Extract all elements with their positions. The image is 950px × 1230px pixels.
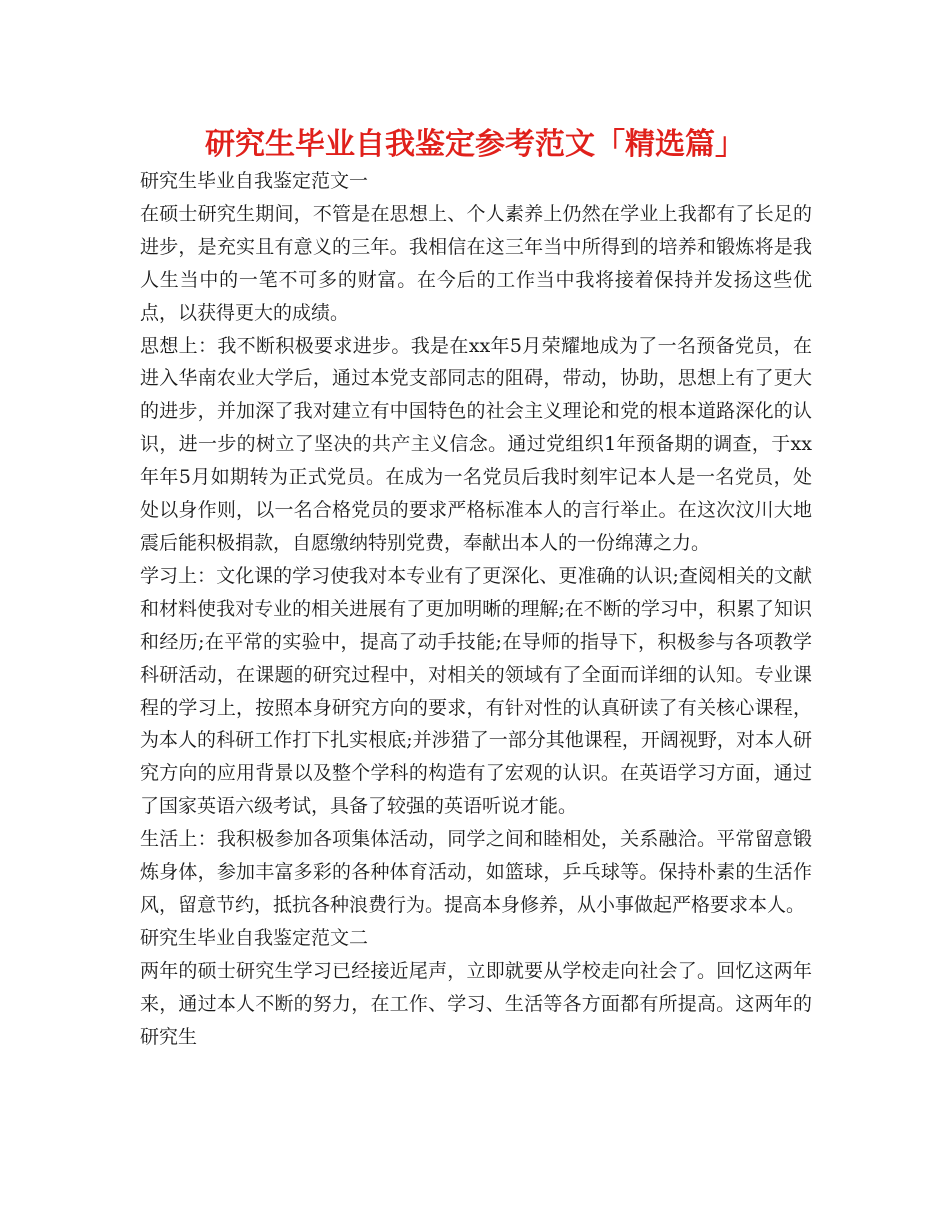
section-heading-1: 研究生毕业自我鉴定范文一 bbox=[140, 170, 369, 192]
paragraph-study: 学习上：文化课的学习使我对本专业有了更深化、更准确的认识;查阅相关的文献和材料使我对专业的相关进展有了更加明晰的理解;在不断的学习中，积累了知识和经历;在平常的实验中，提高了动手技能;在导师的指导下，积极参与各项教学科研活动，在课题的研究过程中，对相关的领域有了全面而详细的认知。专业课程的学习上，按照本身研究方向的要求，有针对性的认真研读了有关核心课程，为本人的科研工作打下扎实根底;并涉猎了一部分其他课程，开阔视野，对本人研究方向的应用背景以及整个学科的构造有了宏观的认识。在英语学习方面，通过了国家英语六级考试，具备了较强的英语听说才能。 bbox=[140, 564, 812, 818]
paragraph-second-intro: 两年的硕士研究生学习已经接近尾声，立即就要从学校走向社会了。回忆这两年来，通过本人不断的努力，在工作、学习、生活等各方面都有所提高。这两年的研究生 bbox=[140, 959, 812, 1048]
paragraph-ideology: 思想上：我不断积极要求进步。我是在xx年5月荣耀地成为了一名预备党员，在进入华南农业大学后，通过本党支部同志的阻碍，带动，协助，思想上有了更大的进步，并加深了我对建立有中国特色的社会主义理论和党的根本道路深化的认识，进一步的树立了坚决的共产主义信念。通过党组织1年预备期的调查，于xx年年5月如期转为正式党员。在成为一名党员后我时刻牢记本人是一名党员，处处以身作则，以一名合格党员的要求严格标准本人的言行举止。在这次汶川大地震后能积极捐款，自愿缴纳特别党费，奉献出本人的一份绵薄之力。 bbox=[140, 334, 812, 554]
document-title: 研究生毕业自我鉴定参考范文「精选篇」 bbox=[205, 127, 745, 162]
section-heading-2: 研究生毕业自我鉴定范文二 bbox=[140, 926, 369, 949]
document-body bbox=[140, 165, 812, 1053]
paragraph-life: 生活上：我积极参加各项集体活动，同学之间和睦相处，关系融洽。平常留意锻炼身体，参加丰富多彩的各种体育活动，如篮球，乒乓球等。保持朴素的生活作风，留意节约，抵抗各种浪费行为。提高本身修养，从小事做起严格要求本人。 bbox=[140, 828, 812, 916]
paragraph-intro: 在硕士研究生期间，不管是在思想上、个人素养上仍然在学业上我都有了长足的进步，是充实且有意义的三年。我相信在这三年当中所得到的培养和锻炼将是我人生当中的一笔不可多的财富。在今后的工作当中我将接着保持并发扬这些优点，以获得更大的成绩。 bbox=[140, 202, 812, 324]
